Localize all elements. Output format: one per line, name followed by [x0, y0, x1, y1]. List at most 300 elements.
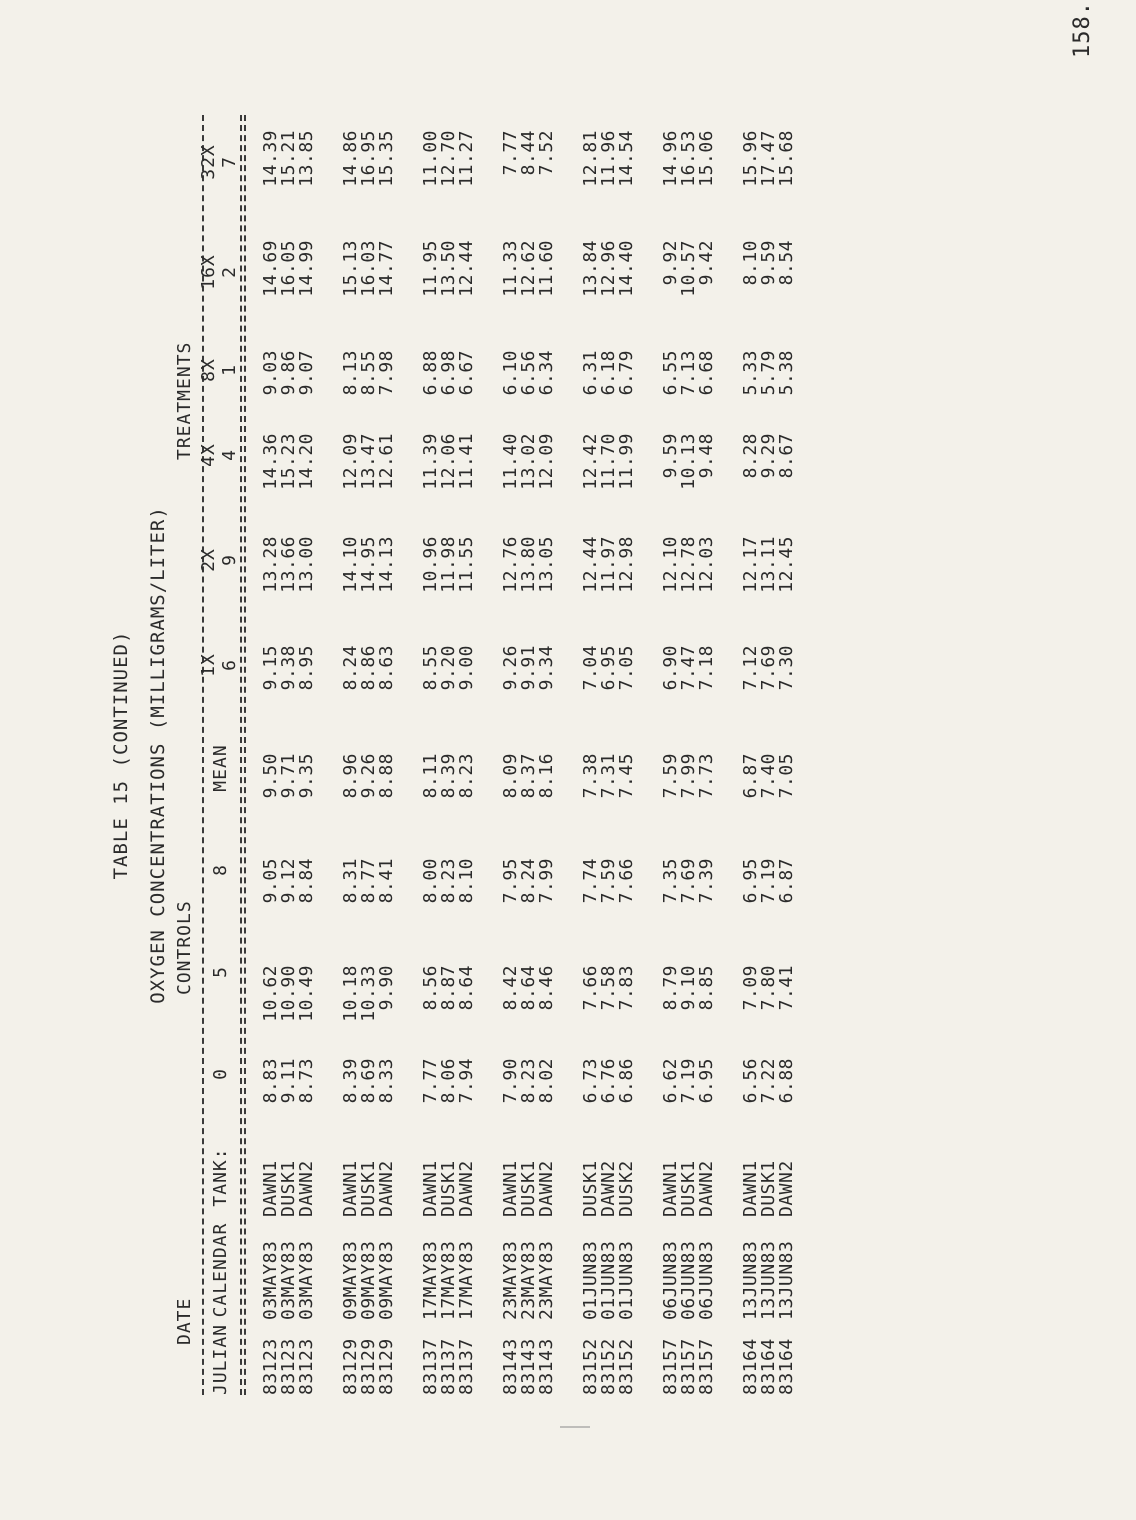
- cell-control-8: 8.24: [518, 858, 539, 904]
- header-treatment-8x: [198, 330, 240, 410]
- cell-t16x: 14.99: [296, 240, 317, 297]
- cell-t4x: 9.59: [660, 433, 681, 479]
- cell-t32x: 12.81: [580, 130, 601, 187]
- cell-t32x: 15.35: [376, 130, 397, 187]
- cell-calendar: 06JUN83: [678, 1240, 699, 1320]
- cell-t1x: 7.47: [678, 645, 699, 691]
- cell-t1x: 9.20: [438, 645, 459, 691]
- cell-t8x: 5.79: [758, 350, 779, 396]
- cell-t16x: 9.92: [660, 240, 681, 286]
- cell-control-0: 8.69: [358, 1058, 379, 1104]
- cell-t1x: 8.55: [420, 645, 441, 691]
- cell-t2x: 11.97: [598, 536, 619, 593]
- cell-julian: 83152: [580, 1338, 601, 1395]
- cell-t4x: 9.48: [696, 433, 717, 479]
- cell-t16x: 15.13: [340, 240, 361, 297]
- cell-t4x: 14.36: [260, 433, 281, 490]
- cell-t1x: 6.95: [598, 645, 619, 691]
- treatments-group-label: TREATMENTS: [174, 341, 195, 460]
- cell-mean: 9.71: [278, 753, 299, 799]
- cell-t2x: 11.55: [456, 536, 477, 593]
- header-treatment-16x: [198, 232, 240, 312]
- cell-t2x: 14.95: [358, 536, 379, 593]
- cell-tank: DAWN1: [740, 1160, 761, 1217]
- cell-t32x: 11.00: [420, 130, 441, 187]
- cell-t8x: 7.98: [376, 350, 397, 396]
- cell-julian: 83123: [296, 1338, 317, 1395]
- cell-control-5: 10.18: [340, 965, 361, 1022]
- cell-t2x: 10.96: [420, 536, 441, 593]
- cell-t32x: 15.68: [776, 130, 797, 187]
- cell-t1x: 9.34: [536, 645, 557, 691]
- cell-control-0: 6.86: [616, 1058, 637, 1104]
- cell-t4x: 12.06: [438, 433, 459, 490]
- cell-t4x: 12.42: [580, 433, 601, 490]
- cell-julian: 83137: [420, 1338, 441, 1395]
- cell-t8x: 9.86: [278, 350, 299, 396]
- cell-t8x: 6.68: [696, 350, 717, 396]
- cell-t16x: 13.50: [438, 240, 459, 297]
- date-group-label: DATE: [174, 1297, 195, 1345]
- cell-t4x: 11.99: [616, 433, 637, 490]
- cell-julian: 83129: [340, 1338, 361, 1395]
- cell-julian: 83143: [500, 1338, 521, 1395]
- cell-control-8: 7.59: [598, 858, 619, 904]
- header-control-0: 0: [210, 1068, 231, 1080]
- cell-t4x: 12.61: [376, 433, 397, 490]
- cell-mean: 8.09: [500, 753, 521, 799]
- cell-t4x: 14.20: [296, 433, 317, 490]
- header-julian: JULIAN: [210, 1323, 231, 1395]
- cell-t2x: 11.98: [438, 536, 459, 593]
- cell-calendar: 23MAY83: [518, 1240, 539, 1320]
- cell-t16x: 14.40: [616, 240, 637, 297]
- cell-t8x: 9.03: [260, 350, 281, 396]
- cell-t16x: 8.10: [740, 240, 761, 286]
- cell-t32x: 15.21: [278, 130, 299, 187]
- cell-control-0: 9.11: [278, 1058, 299, 1104]
- cell-t32x: 7.77: [500, 130, 521, 176]
- cell-calendar: 03MAY83: [296, 1240, 317, 1320]
- cell-t1x: 7.69: [758, 645, 779, 691]
- cell-control-5: 8.46: [536, 965, 557, 1011]
- cell-julian: 83123: [278, 1338, 299, 1395]
- cell-julian: 83123: [260, 1338, 281, 1395]
- cell-t32x: 8.44: [518, 130, 539, 176]
- cell-t32x: 13.85: [296, 130, 317, 187]
- cell-calendar: 17MAY83: [456, 1240, 477, 1320]
- cell-control-0: 6.73: [580, 1058, 601, 1104]
- cell-t4x: 15.23: [278, 433, 299, 490]
- cell-control-5: 7.66: [580, 965, 601, 1011]
- cell-t2x: 13.00: [296, 536, 317, 593]
- cell-t8x: 6.56: [518, 350, 539, 396]
- cell-julian: 83129: [376, 1338, 397, 1395]
- cell-calendar: 13JUN83: [758, 1240, 779, 1320]
- header-tank: TANK:: [210, 1147, 231, 1207]
- cell-control-0: 7.19: [678, 1058, 699, 1104]
- cell-t16x: 12.96: [598, 240, 619, 297]
- cell-mean: 8.37: [518, 753, 539, 799]
- cell-julian: 83152: [598, 1338, 619, 1395]
- cell-control-8: 8.23: [438, 858, 459, 904]
- cell-mean: 9.50: [260, 753, 281, 799]
- cell-t1x: 7.18: [696, 645, 717, 691]
- cell-julian: 83164: [740, 1338, 761, 1395]
- cell-t2x: 13.28: [260, 536, 281, 593]
- cell-t4x: 11.41: [456, 433, 477, 490]
- cell-t8x: 6.55: [660, 350, 681, 396]
- cell-t4x: 12.09: [340, 433, 361, 490]
- cell-t16x: 14.77: [376, 240, 397, 297]
- cell-t32x: 17.47: [758, 130, 779, 187]
- cell-control-8: 7.19: [758, 858, 779, 904]
- cell-t1x: 9.15: [260, 645, 281, 691]
- cell-t1x: 9.00: [456, 645, 477, 691]
- cell-calendar: 01JUN83: [598, 1240, 619, 1320]
- cell-t8x: 5.33: [740, 350, 761, 396]
- header-mean: MEAN: [210, 744, 231, 792]
- cell-mean: 7.59: [660, 753, 681, 799]
- cell-t4x: 8.28: [740, 433, 761, 479]
- cell-t8x: 5.38: [776, 350, 797, 396]
- cell-julian: 83164: [776, 1338, 797, 1395]
- cell-t2x: 12.17: [740, 536, 761, 593]
- cell-tank: DUSK1: [438, 1160, 459, 1217]
- cell-control-8: 7.99: [536, 858, 557, 904]
- cell-calendar: 13JUN83: [740, 1240, 761, 1320]
- cell-control-5: 10.90: [278, 965, 299, 1022]
- cell-control-5: 8.56: [420, 965, 441, 1011]
- cell-t32x: 12.70: [438, 130, 459, 187]
- cell-t2x: 13.66: [278, 536, 299, 593]
- cell-t2x: 12.03: [696, 536, 717, 593]
- cell-control-5: 8.42: [500, 965, 521, 1011]
- rotated-table: [110, 115, 1110, 1395]
- cell-control-5: 8.64: [456, 965, 477, 1011]
- cell-t16x: 10.57: [678, 240, 699, 297]
- header-treatment-16x-line2: 2: [219, 266, 240, 278]
- cell-calendar: 06JUN83: [696, 1240, 717, 1320]
- cell-t2x: 14.13: [376, 536, 397, 593]
- cell-mean: 7.40: [758, 753, 779, 799]
- header-treatment-1x-line2: 6: [219, 659, 240, 671]
- cell-t16x: 12.44: [456, 240, 477, 297]
- cell-mean: 8.96: [340, 753, 361, 799]
- cell-control-8: 6.95: [740, 858, 761, 904]
- cell-mean: 7.73: [696, 753, 717, 799]
- header-treatment-4x: [198, 415, 240, 495]
- cell-julian: 83152: [616, 1338, 637, 1395]
- cell-t16x: 13.84: [580, 240, 601, 297]
- header-treatment-32x-line1: 32X: [198, 144, 219, 180]
- header-treatment-2x-line1: 2X: [198, 548, 219, 572]
- cell-control-5: 7.58: [598, 965, 619, 1011]
- cell-calendar: 13JUN83: [776, 1240, 797, 1320]
- cell-t32x: 14.86: [340, 130, 361, 187]
- cell-control-8: 7.69: [678, 858, 699, 904]
- cell-control-5: 8.79: [660, 965, 681, 1011]
- cell-mean: 7.05: [776, 753, 797, 799]
- header-control-8: 8: [210, 864, 231, 876]
- cell-julian: 83143: [518, 1338, 539, 1395]
- cell-control-5: 10.49: [296, 965, 317, 1022]
- cell-t8x: 7.13: [678, 350, 699, 396]
- cell-t2x: 12.45: [776, 536, 797, 593]
- cell-t16x: 11.95: [420, 240, 441, 297]
- cell-julian: 83143: [536, 1338, 557, 1395]
- cell-tank: DAWN2: [456, 1160, 477, 1217]
- cell-t1x: 7.12: [740, 645, 761, 691]
- cell-t4x: 11.70: [598, 433, 619, 490]
- cell-control-5: 8.64: [518, 965, 539, 1011]
- cell-control-0: 8.23: [518, 1058, 539, 1104]
- cell-t2x: 13.11: [758, 536, 779, 593]
- cell-t16x: 16.03: [358, 240, 379, 297]
- cell-control-5: 10.33: [358, 965, 379, 1022]
- cell-t32x: 11.96: [598, 130, 619, 187]
- cell-tank: DUSK1: [678, 1160, 699, 1217]
- cell-t8x: 9.07: [296, 350, 317, 396]
- cell-t32x: 16.95: [358, 130, 379, 187]
- cell-control-8: 7.74: [580, 858, 601, 904]
- cell-t4x: 8.67: [776, 433, 797, 479]
- cell-t1x: 7.04: [580, 645, 601, 691]
- header-treatment-8x-line1: 8X: [198, 358, 219, 382]
- cell-tank: DAWN2: [296, 1160, 317, 1217]
- cell-calendar: 03MAY83: [260, 1240, 281, 1320]
- header-treatment-32x-line2: 7: [219, 156, 240, 168]
- controls-group-label: CONTROLS: [174, 900, 195, 995]
- cell-mean: 7.31: [598, 753, 619, 799]
- cell-t32x: 14.39: [260, 130, 281, 187]
- cell-tank: DAWN1: [500, 1160, 521, 1217]
- cell-julian: 83129: [358, 1338, 379, 1395]
- cell-t16x: 11.60: [536, 240, 557, 297]
- cell-t1x: 6.90: [660, 645, 681, 691]
- cell-t8x: 6.10: [500, 350, 521, 396]
- cell-t8x: 6.98: [438, 350, 459, 396]
- cell-tank: DUSK1: [580, 1160, 601, 1217]
- cell-t2x: 13.05: [536, 536, 557, 593]
- cell-control-5: 10.62: [260, 965, 281, 1022]
- cell-calendar: 23MAY83: [500, 1240, 521, 1320]
- cell-t8x: 6.88: [420, 350, 441, 396]
- cell-t8x: 6.18: [598, 350, 619, 396]
- cell-t8x: 6.34: [536, 350, 557, 396]
- cell-t2x: 12.10: [660, 536, 681, 593]
- cell-t1x: 8.95: [296, 645, 317, 691]
- cell-control-5: 7.80: [758, 965, 779, 1011]
- cell-mean: 8.88: [376, 753, 397, 799]
- cell-mean: 9.35: [296, 753, 317, 799]
- cell-tank: DAWN1: [660, 1160, 681, 1217]
- cell-control-0: 7.22: [758, 1058, 779, 1104]
- cell-control-0: 8.73: [296, 1058, 317, 1104]
- header-bottom-rule-2: [244, 115, 246, 1395]
- header-control-5: 5: [210, 966, 231, 978]
- cell-t8x: 6.79: [616, 350, 637, 396]
- cell-t16x: 9.42: [696, 240, 717, 286]
- cell-control-0: 8.06: [438, 1058, 459, 1104]
- cell-control-5: 7.41: [776, 965, 797, 1011]
- cell-control-0: 7.94: [456, 1058, 477, 1104]
- cell-control-8: 7.95: [500, 858, 521, 904]
- cell-t2x: 14.10: [340, 536, 361, 593]
- cell-control-0: 8.39: [340, 1058, 361, 1104]
- cell-julian: 83157: [696, 1338, 717, 1395]
- cell-control-0: 6.56: [740, 1058, 761, 1104]
- cell-mean: 6.87: [740, 753, 761, 799]
- cell-t2x: 12.98: [616, 536, 637, 593]
- header-treatment-4x-line1: 4X: [198, 443, 219, 467]
- cell-control-5: 8.85: [696, 965, 717, 1011]
- cell-t2x: 12.78: [678, 536, 699, 593]
- cell-control-8: 7.39: [696, 858, 717, 904]
- cell-control-8: 8.41: [376, 858, 397, 904]
- cell-tank: DAWN2: [776, 1160, 797, 1217]
- cell-control-8: 8.10: [456, 858, 477, 904]
- cell-t32x: 11.27: [456, 130, 477, 187]
- cell-calendar: 17MAY83: [438, 1240, 459, 1320]
- cell-t32x: 16.53: [678, 130, 699, 187]
- cell-control-8: 8.31: [340, 858, 361, 904]
- cell-calendar: 09MAY83: [376, 1240, 397, 1320]
- cell-calendar: 01JUN83: [580, 1240, 601, 1320]
- cell-control-8: 9.05: [260, 858, 281, 904]
- cell-t1x: 7.05: [616, 645, 637, 691]
- cell-tank: DAWN1: [260, 1160, 281, 1217]
- cell-calendar: 06JUN83: [660, 1240, 681, 1320]
- cell-control-0: 6.62: [660, 1058, 681, 1104]
- table-title: TABLE 15 (CONTINUED): [110, 630, 132, 880]
- cell-t4x: 11.40: [500, 433, 521, 490]
- cell-calendar: 01JUN83: [616, 1240, 637, 1320]
- cell-t1x: 8.63: [376, 645, 397, 691]
- header-treatment-8x-line2: 1: [219, 364, 240, 376]
- header-treatment-32x: [198, 122, 240, 202]
- cell-t32x: 14.96: [660, 130, 681, 187]
- page-number: 158.: [1070, 1, 1095, 58]
- cell-t16x: 12.62: [518, 240, 539, 297]
- cell-t4x: 13.02: [518, 433, 539, 490]
- cell-julian: 83157: [678, 1338, 699, 1395]
- cell-t4x: 11.39: [420, 433, 441, 490]
- cell-t8x: 6.31: [580, 350, 601, 396]
- table-subtitle: OXYGEN CONCENTRATIONS (MILLIGRAMS/LITER): [147, 506, 169, 1004]
- cell-tank: DUSK1: [518, 1160, 539, 1217]
- header-treatment-2x-line2: 9: [219, 554, 240, 566]
- cell-t4x: 9.29: [758, 433, 779, 479]
- cell-calendar: 03MAY83: [278, 1240, 299, 1320]
- cell-tank: DAWN2: [376, 1160, 397, 1217]
- cell-t4x: 10.13: [678, 433, 699, 490]
- cell-julian: 83137: [438, 1338, 459, 1395]
- cell-t32x: 14.54: [616, 130, 637, 187]
- cell-t32x: 7.52: [536, 130, 557, 176]
- cell-tank: DAWN2: [536, 1160, 557, 1217]
- cell-tank: DUSK1: [278, 1160, 299, 1217]
- cell-t2x: 12.44: [580, 536, 601, 593]
- cell-control-8: 6.87: [776, 858, 797, 904]
- cell-control-8: 8.84: [296, 858, 317, 904]
- cell-control-0: 7.90: [500, 1058, 521, 1104]
- cell-mean: 8.16: [536, 753, 557, 799]
- cell-t1x: 9.91: [518, 645, 539, 691]
- cell-mean: 7.99: [678, 753, 699, 799]
- cell-tank: DAWN2: [696, 1160, 717, 1217]
- header-bottom-rule-1: [240, 115, 242, 1395]
- cell-t4x: 12.09: [536, 433, 557, 490]
- cell-t8x: 8.13: [340, 350, 361, 396]
- cell-t4x: 13.47: [358, 433, 379, 490]
- cell-mean: 8.39: [438, 753, 459, 799]
- cell-control-0: 7.77: [420, 1058, 441, 1104]
- cell-mean: 8.11: [420, 753, 441, 799]
- cell-mean: 7.45: [616, 753, 637, 799]
- cell-control-5: 7.83: [616, 965, 637, 1011]
- cell-t1x: 9.38: [278, 645, 299, 691]
- cell-t16x: 11.33: [500, 240, 521, 297]
- cell-t16x: 14.69: [260, 240, 281, 297]
- header-treatment-4x-line2: 4: [219, 449, 240, 461]
- cell-t2x: 12.76: [500, 536, 521, 593]
- cell-mean: 9.26: [358, 753, 379, 799]
- cell-t2x: 13.80: [518, 536, 539, 593]
- bleed-through-mark: [560, 1420, 590, 1428]
- cell-t1x: 7.30: [776, 645, 797, 691]
- cell-tank: DAWN1: [340, 1160, 361, 1217]
- cell-tank: DAWN1: [420, 1160, 441, 1217]
- cell-control-8: 8.00: [420, 858, 441, 904]
- cell-calendar: 23MAY83: [536, 1240, 557, 1320]
- cell-mean: 8.23: [456, 753, 477, 799]
- header-treatment-1x-line1: 1X: [198, 653, 219, 677]
- cell-t1x: 8.86: [358, 645, 379, 691]
- cell-control-0: 6.88: [776, 1058, 797, 1104]
- cell-control-0: 6.76: [598, 1058, 619, 1104]
- cell-mean: 7.38: [580, 753, 601, 799]
- cell-control-5: 9.10: [678, 965, 699, 1011]
- cell-julian: 83137: [456, 1338, 477, 1395]
- cell-julian: 83164: [758, 1338, 779, 1395]
- cell-julian: 83157: [660, 1338, 681, 1395]
- cell-control-5: 8.87: [438, 965, 459, 1011]
- cell-control-5: 7.09: [740, 965, 761, 1011]
- cell-calendar: 09MAY83: [358, 1240, 379, 1320]
- cell-tank: DUSK2: [616, 1160, 637, 1217]
- cell-control-0: 8.02: [536, 1058, 557, 1104]
- cell-t16x: 16.05: [278, 240, 299, 297]
- cell-control-0: 6.95: [696, 1058, 717, 1104]
- header-treatment-16x-line1: 16X: [198, 254, 219, 290]
- cell-control-0: 8.83: [260, 1058, 281, 1104]
- cell-t1x: 9.26: [500, 645, 521, 691]
- header-treatment-2x: [198, 520, 240, 600]
- header-treatment-1x: [198, 625, 240, 705]
- cell-control-8: 7.35: [660, 858, 681, 904]
- cell-tank: DAWN2: [598, 1160, 619, 1217]
- cell-t16x: 9.59: [758, 240, 779, 286]
- cell-control-5: 9.90: [376, 965, 397, 1011]
- cell-t32x: 15.06: [696, 130, 717, 187]
- cell-control-0: 8.33: [376, 1058, 397, 1104]
- cell-calendar: 17MAY83: [420, 1240, 441, 1320]
- cell-t1x: 8.24: [340, 645, 361, 691]
- cell-tank: DUSK1: [358, 1160, 379, 1217]
- cell-control-8: 9.12: [278, 858, 299, 904]
- cell-t8x: 8.55: [358, 350, 379, 396]
